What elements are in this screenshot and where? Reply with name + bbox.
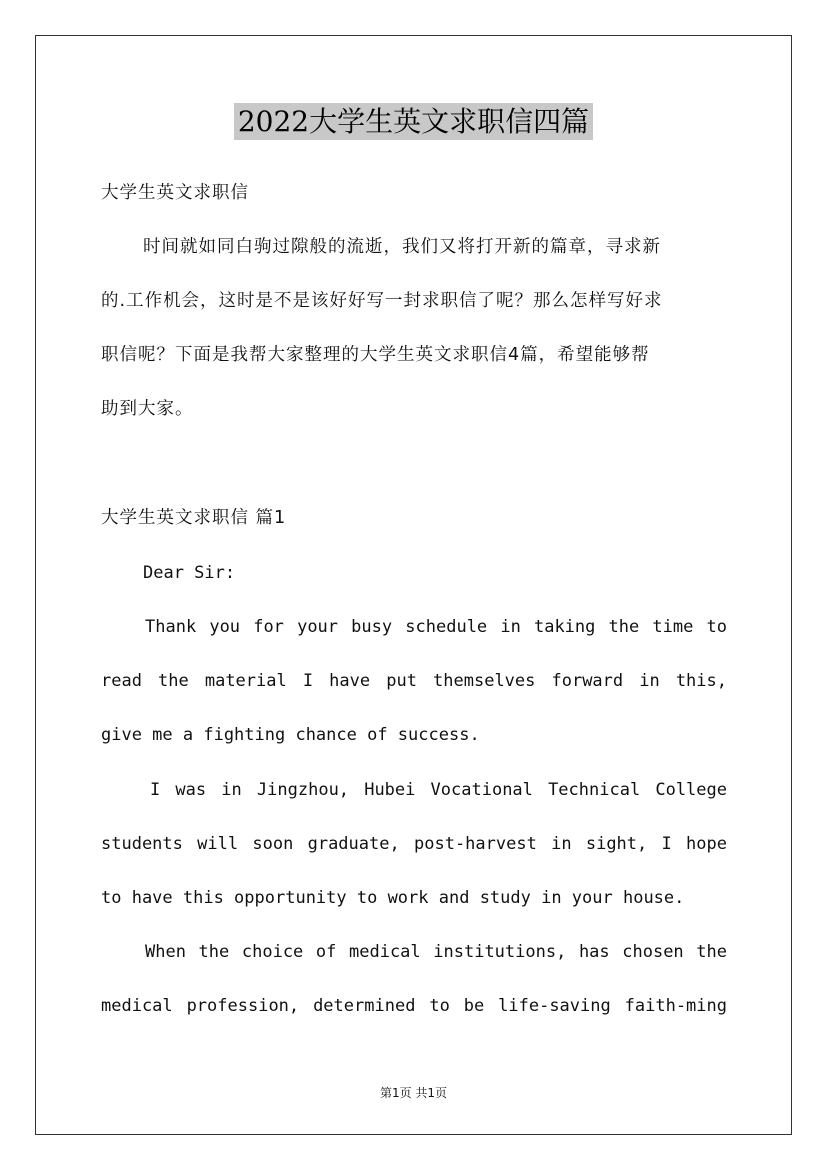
intro-line-1: 时间就如同白驹过隙般的流逝，我们又将打开新的篇章，寻求新	[143, 237, 661, 257]
para3-line-2: medical profession, determined to be life-saving faith-ming	[101, 996, 727, 1016]
letter-heading: 大学生英文求职信 篇1	[101, 508, 287, 528]
salutation: Dear Sir:	[143, 563, 236, 583]
document-title-wrap	[0, 100, 827, 140]
intro-line-3: 职信呢？下面是我帮大家整理的大学生英文求职信4篇，希望能够帮	[101, 345, 650, 365]
para1-line-3: give me a fighting chance of success.	[101, 725, 480, 745]
para2-line-1: I was in Jingzhou, Hubei Vocational Technical College	[150, 780, 727, 800]
intro-line-2: 的.工作机会，这时是不是该好好写一封求职信了呢？那么怎样写好求	[101, 291, 663, 311]
para1-line-2: read the material I have put themselves forward in this,	[101, 671, 727, 691]
para2-line-2: students will soon graduate, post-harvest in sight, I hope	[101, 834, 727, 854]
para2-line-3: to have this opportunity to work and study in your house.	[101, 888, 685, 908]
para1-line-1: Thank you for your busy schedule in taking the time to	[145, 617, 727, 637]
para3-line-1: When the choice of medical institutions, has chosen the	[145, 942, 727, 962]
intro-line-4: 助到大家。	[101, 399, 194, 419]
section-heading: 大学生英文求职信	[101, 183, 249, 203]
document-title: 2022大学生英文求职信四篇	[234, 103, 593, 140]
page-footer: 第1页 共1页	[379, 1086, 448, 1100]
